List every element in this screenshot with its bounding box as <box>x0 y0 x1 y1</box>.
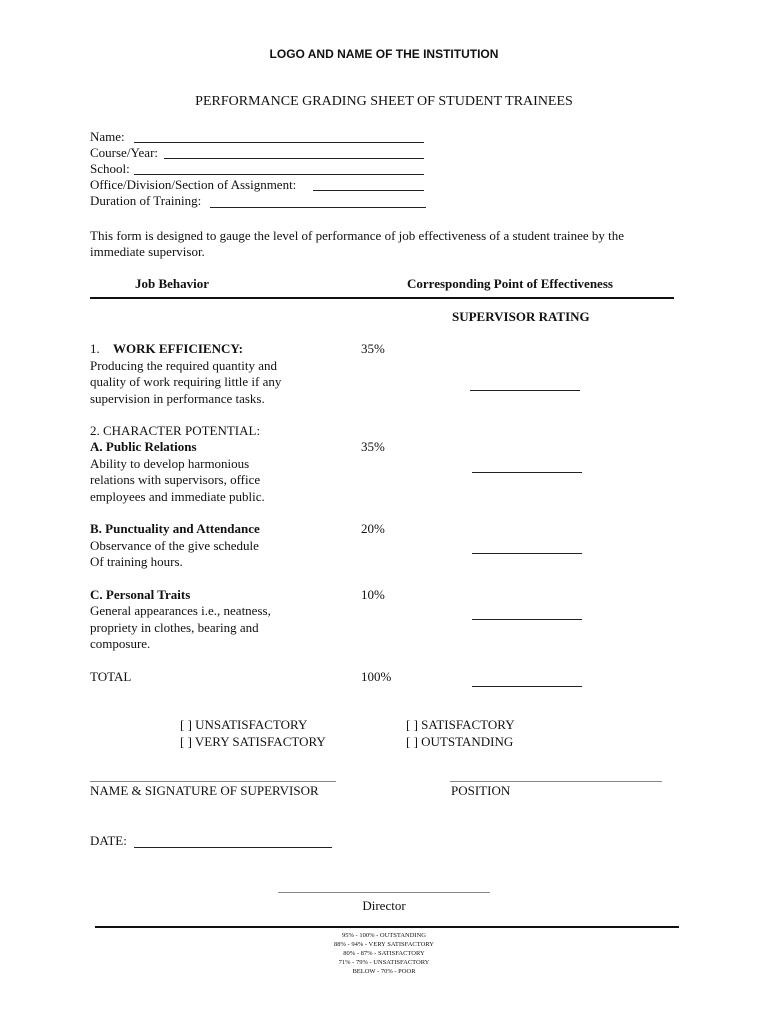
personal-traits-desc-3: composure. <box>90 636 151 651</box>
personal-traits-desc-2: propriety in clothes, bearing and <box>90 620 259 635</box>
work-efficiency-title: WORK EFFICIENCY: <box>113 341 243 356</box>
date-label: DATE: <box>90 833 127 848</box>
supervisor-rating-header: SUPERVISOR RATING <box>452 309 590 324</box>
assignment-field[interactable] <box>313 190 424 191</box>
legend-unsatisfactory: 71% - 79% - UNSATISFACTORY <box>338 959 430 966</box>
total-label: TOTAL <box>90 669 132 684</box>
total-percent: 100% <box>361 669 392 684</box>
intro-line-2: immediate supervisor. <box>90 244 205 259</box>
page-title: PERFORMANCE GRADING SHEET OF STUDENT TRAINEES <box>195 94 573 109</box>
outstanding-checkbox[interactable]: [ ] OUTSTANDING <box>406 734 514 749</box>
work-efficiency-desc-2: quality of work requiring little if any <box>90 374 282 389</box>
intro-line-1: This form is designed to gauge the level of performance of job effectiveness of a student trainee by the <box>90 228 625 243</box>
work-efficiency-rating-field[interactable] <box>470 390 580 391</box>
position-line[interactable] <box>450 781 662 782</box>
work-efficiency-number: 1. <box>90 341 100 356</box>
unsatisfactory-checkbox[interactable]: [ ] UNSATISFACTORY <box>180 717 308 732</box>
punctuality-desc-2: Of training hours. <box>90 554 183 569</box>
legend-very-satisfactory: 88% - 94% - VERY SATISFACTORY <box>334 941 434 948</box>
job-behavior-header: Job Behavior <box>135 276 210 291</box>
public-relations-desc-2: relations with supervisors, office <box>90 472 261 487</box>
very-satisfactory-checkbox[interactable]: [ ] VERY SATISFACTORY <box>180 734 326 749</box>
public-relations-desc-3: employees and immediate public. <box>90 489 265 504</box>
punctuality-title: B. Punctuality and Attendance <box>90 521 260 536</box>
legend-divider <box>95 926 679 928</box>
personal-traits-percent: 10% <box>361 587 385 602</box>
work-efficiency-desc-1: Producing the required quantity and <box>90 358 278 373</box>
punctuality-percent: 20% <box>361 521 385 536</box>
supervisor-signature-label: NAME & SIGNATURE OF SUPERVISOR <box>90 783 319 798</box>
date-field[interactable] <box>134 847 332 848</box>
personal-traits-desc-1: General appearances i.e., neatness, <box>90 603 271 618</box>
school-label: School: <box>90 161 130 176</box>
school-field[interactable] <box>134 174 424 175</box>
character-potential-heading: 2. CHARACTER POTENTIAL: <box>90 423 261 438</box>
public-relations-percent: 35% <box>361 439 385 454</box>
total-rating-field[interactable] <box>472 686 582 687</box>
institution-header: LOGO AND NAME OF THE INSTITUTION <box>269 47 499 61</box>
header-divider <box>90 297 674 299</box>
director-signature-line[interactable] <box>278 892 490 893</box>
assignment-label: Office/Division/Section of Assignment: <box>90 177 297 192</box>
satisfactory-checkbox[interactable]: [ ] SATISFACTORY <box>406 717 515 732</box>
name-field[interactable] <box>134 142 424 143</box>
work-efficiency-desc-3: supervision in performance tasks. <box>90 391 265 406</box>
legend-satisfactory: 80% - 87% - SATISFACTORY <box>343 950 425 957</box>
legend-poor: BELOW - 70% - POOR <box>352 968 416 975</box>
supervisor-signature-line[interactable] <box>90 781 336 782</box>
personal-traits-rating-field[interactable] <box>472 619 582 620</box>
points-header: Corresponding Point of Effectiveness <box>407 276 613 291</box>
course-year-label: Course/Year: <box>90 145 159 160</box>
personal-traits-title: C. Personal Traits <box>90 587 191 602</box>
duration-label: Duration of Training: <box>90 193 202 208</box>
duration-field[interactable] <box>210 207 426 208</box>
public-relations-desc-1: Ability to develop harmonious <box>90 456 250 471</box>
director-label: Director <box>362 898 406 913</box>
public-relations-rating-field[interactable] <box>472 472 582 473</box>
name-label: Name: <box>90 129 125 144</box>
punctuality-desc-1: Observance of the give schedule <box>90 538 259 553</box>
work-efficiency-percent: 35% <box>361 341 385 356</box>
public-relations-title: A. Public Relations <box>90 439 197 454</box>
punctuality-rating-field[interactable] <box>472 553 582 554</box>
legend-outstanding: 95% - 100% - OUTSTANDING <box>342 932 426 939</box>
course-year-field[interactable] <box>164 158 424 159</box>
position-label: POSITION <box>451 783 511 798</box>
